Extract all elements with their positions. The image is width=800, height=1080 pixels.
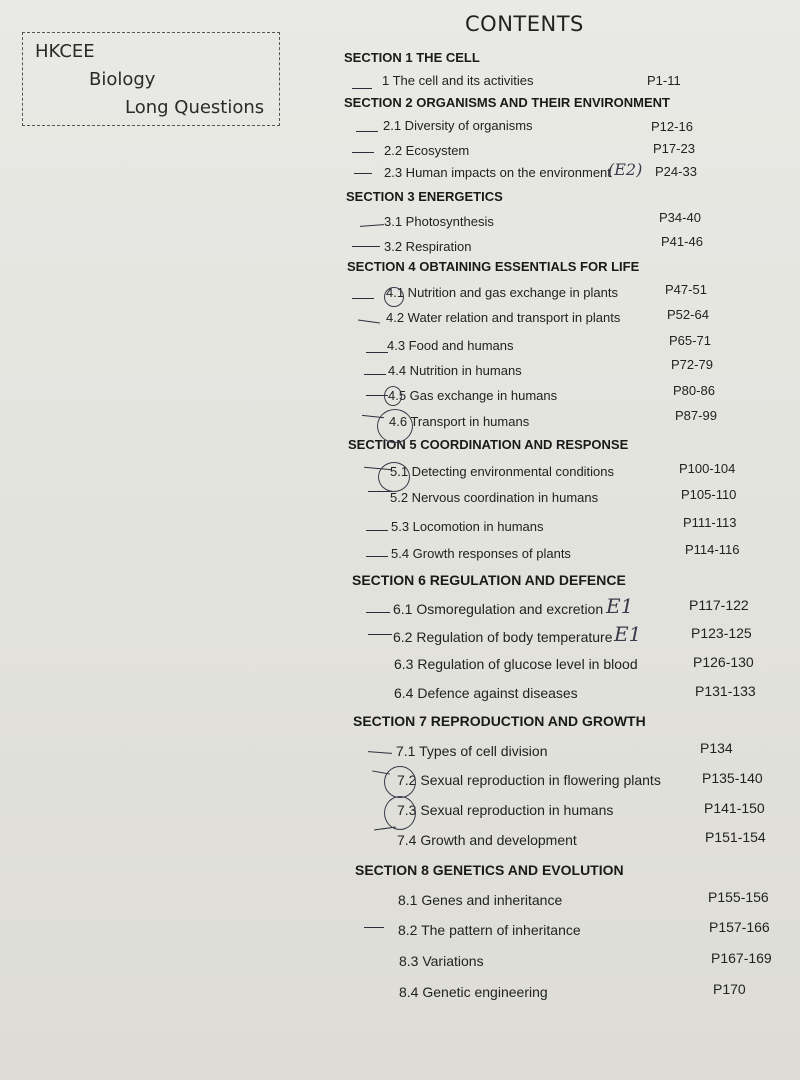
toc-item-label: 8.4 Genetic engineering [399, 984, 548, 1000]
toc-item-label: 4.6 Transport in humans [389, 414, 530, 429]
toc-item-label: 3.1 Photosynthesis [384, 214, 494, 229]
toc-item-pages: P151-154 [705, 829, 766, 845]
toc-item-label: 2.2 Ecosystem [384, 143, 470, 158]
toc-item-pages: P1-11 [647, 73, 681, 88]
section-header: SECTION 1 THE CELL [344, 50, 480, 65]
toc-item-pages: P12-16 [651, 119, 693, 134]
toc-item-pages: P157-166 [709, 919, 770, 935]
toc-item-label: 5.1 Detecting environmental conditions [390, 464, 615, 479]
note-2-3: (E2) [608, 160, 643, 179]
toc-item-label: 2.3 Human impacts on the environment [384, 165, 611, 180]
toc-item-label: 6.3 Regulation of glucose level in blood [394, 656, 638, 672]
toc-item-label: 8.3 Variations [399, 953, 484, 969]
section-header: SECTION 5 COORDINATION AND RESPONSE [348, 437, 629, 452]
toc-item-pages: P105-110 [681, 487, 737, 502]
toc-item-pages: P17-23 [653, 141, 695, 156]
toc-item-label: 2.1 Diversity of organisms [383, 118, 533, 133]
section-header: SECTION 3 ENERGETICS [346, 189, 503, 204]
title-line-long-questions: Long Questions [125, 97, 265, 118]
toc-item-pages: P34-40 [659, 210, 701, 225]
toc-item-pages: P170 [713, 981, 746, 997]
toc-item-label: 5.3 Locomotion in humans [391, 519, 544, 534]
toc-item-label: 1 The cell and its activities [382, 73, 534, 88]
toc-item-pages: P114-116 [685, 542, 740, 557]
toc-item-pages: P41-46 [661, 234, 703, 249]
toc-item-pages: P167-169 [711, 950, 772, 966]
toc-item-pages: P131-133 [695, 683, 756, 699]
toc-item-label: 4.1 Nutrition and gas exchange in plants [386, 285, 618, 300]
toc-item-pages: P111-113 [683, 515, 737, 530]
toc-item-label: 8.1 Genes and inheritance [398, 892, 563, 908]
toc-item-pages: P135-140 [702, 770, 763, 786]
toc-item-pages: P100-104 [679, 461, 736, 476]
note-6-1: E1 [606, 594, 634, 618]
section-header: SECTION 6 REGULATION AND DEFENCE [352, 572, 626, 588]
toc-item-pages: P47-51 [665, 282, 707, 297]
toc-item-label: 6.4 Defence against diseases [394, 685, 578, 701]
toc-item-pages: P52-64 [667, 307, 709, 322]
toc-item-pages: P134 [700, 740, 733, 756]
toc-item-label: 5.4 Growth responses of plants [391, 546, 571, 561]
toc-item-label: 6.2 Regulation of body temperature [393, 629, 613, 645]
toc-item-label: 7.1 Types of cell division [396, 743, 548, 759]
section-header: SECTION 7 REPRODUCTION AND GROWTH [353, 713, 646, 729]
title-box [22, 32, 280, 126]
toc-item-pages: P72-79 [671, 357, 713, 372]
title-line-hkcee: HKCEE [35, 41, 95, 62]
toc-item-label: 4.2 Water relation and transport in plants [386, 310, 621, 325]
section-header: SECTION 4 OBTAINING ESSENTIALS FOR LIFE [347, 259, 640, 274]
section-header: SECTION 2 ORGANISMS AND THEIR ENVIRONMENT [344, 95, 670, 110]
toc-item-pages: P117-122 [689, 597, 749, 613]
toc-item-pages: P65-71 [669, 333, 711, 348]
toc-item-pages: P141-150 [704, 800, 765, 816]
toc-item-label: 5.2 Nervous coordination in humans [390, 490, 599, 505]
toc-item-label: 3.2 Respiration [384, 239, 472, 254]
toc-item-label: 7.4 Growth and development [397, 832, 577, 848]
contents-title: CONTENTS [465, 12, 584, 36]
note-6-2: E1 [614, 622, 642, 646]
toc-item-pages: P80-86 [673, 383, 715, 398]
toc-item-label: 4.5 Gas exchange in humans [388, 388, 558, 403]
toc-item-pages: P155-156 [708, 889, 769, 905]
toc-item-label: 7.3 Sexual reproduction in humans [397, 802, 614, 818]
toc-item-label: 8.2 The pattern of inheritance [398, 922, 581, 938]
toc-item-pages: P123-125 [691, 625, 752, 641]
title-line-biology: Biology [89, 69, 156, 90]
toc-item-label: 4.3 Food and humans [387, 338, 514, 353]
toc-item-pages: P126-130 [693, 654, 754, 670]
toc-item-pages: P87-99 [675, 408, 717, 423]
toc-item-label: 7.2 Sexual reproduction in flowering plants [397, 772, 661, 788]
toc-item-pages: P24-33 [655, 164, 697, 179]
toc-item-label: 4.4 Nutrition in humans [388, 363, 522, 378]
section-header: SECTION 8 GENETICS AND EVOLUTION [355, 862, 624, 878]
toc-item-label: 6.1 Osmoregulation and excretion [393, 601, 604, 617]
